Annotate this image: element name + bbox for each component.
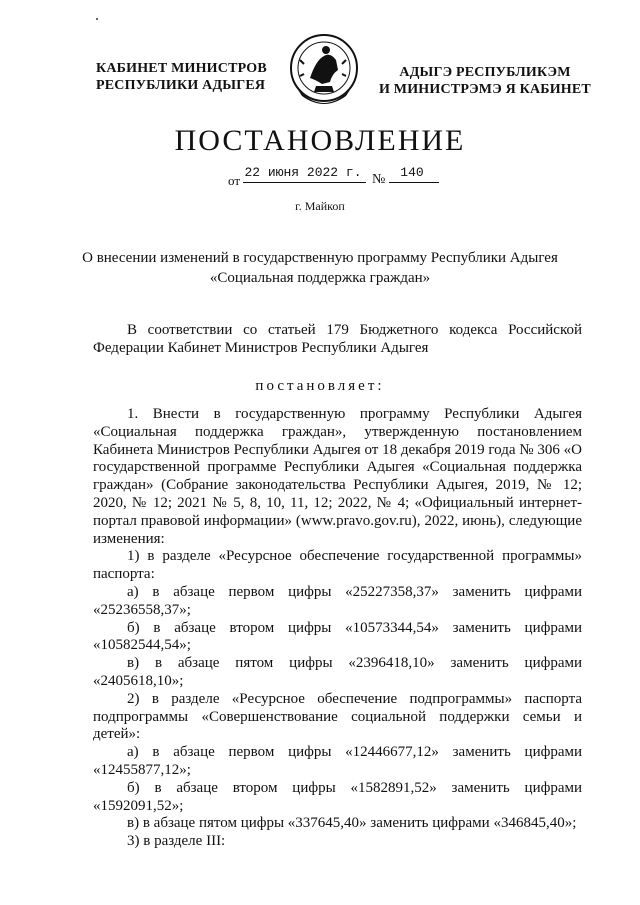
document-number: 140 bbox=[400, 165, 424, 180]
item-1-2-b: б) в абзаце втором цифры «1582891,52» заменить цифрами «1592091,52»; bbox=[93, 779, 582, 814]
document-title: ПОСТАНОВЛЕНИЕ bbox=[174, 124, 466, 157]
city: г. Майкоп bbox=[295, 199, 345, 213]
subject-line2: «Социальная поддержка граждан» bbox=[209, 270, 431, 286]
header-left-line2: РЕСПУБЛИКИ АДЫГЕЯ bbox=[96, 78, 266, 93]
date-prefix: от bbox=[228, 173, 241, 188]
document-subject bbox=[70, 248, 570, 288]
dateline bbox=[0, 165, 640, 189]
item-1-1-b: б) в абзаце втором цифры «10573344,54» заменить цифрами «10582544,54»; bbox=[93, 619, 582, 654]
date-underline bbox=[243, 182, 366, 183]
document-date: 22 июня 2022 г. bbox=[244, 165, 362, 180]
preamble: В соответствии со статьей 179 Бюджетного кодекса Российской Федерации Кабинет Министров Республики Адыгея bbox=[93, 322, 582, 356]
emblem-icon bbox=[286, 30, 362, 112]
item-1-1-v: в) в абзаце пятом цифры «2396418,10» заменить цифрами «2405618,10»; bbox=[93, 655, 582, 689]
header-right-line2: И МИНИСТРЭМЭ Я КАБИНЕТ bbox=[379, 82, 591, 97]
item-1-2-a: а) в абзаце первом цифры «12446677,12» заменить цифрами «12455877,12»; bbox=[93, 744, 582, 778]
item-1-1: 1) в разделе «Ресурсное обеспечение государственной программы» паспорта: bbox=[93, 548, 582, 583]
header-right bbox=[370, 64, 600, 98]
scan-mark bbox=[96, 18, 98, 20]
subject-line1: О внесении изменений в государственную программу Республики Адыгея bbox=[82, 250, 558, 266]
item-1-2-v: в) в абзаце пятом цифры «337645,40» заменить цифрами «346845,40»; bbox=[127, 815, 577, 832]
item-1-3: 3) в разделе III: bbox=[127, 833, 226, 850]
header-right-line1: АДЫГЭ РЕСПУБЛИКЭМ bbox=[399, 65, 571, 80]
resolution-items bbox=[93, 406, 582, 851]
item-1-2: 2) в разделе «Ресурсное обеспечение подпрограммы» паспорта подпрограммы «Совершенствование социальной поддержки семьи и детей»: bbox=[93, 690, 582, 743]
item-1-1-a: а) в абзаце первом цифры «25227358,37» заменить цифрами «25236558,37»; bbox=[93, 583, 582, 618]
item-1: 1. Внести в государственную программу Республики Адыгея «Социальная поддержка граждан», утвержденную постановлением Кабинета Министров Республики Адыгея от 18 декабря 2019 года № 306 «О государственной программе Республики Адыгея «Социальная поддержка граждан» (Собрание законодательства Республики Адыгея, 2019, № 12; 2020, № 12; 2021 № 5, 8, 10, 11, 12; 2022, № 4; «Официальный интернет-портал правовой информации» (www.pravo.gov.ru), 2022, июнь), следующие изменения: bbox=[93, 406, 582, 547]
header-left bbox=[96, 60, 286, 94]
header-left-line1: КАБИНЕТ МИНИСТРОВ bbox=[96, 61, 267, 76]
number-label: № bbox=[372, 172, 386, 187]
resolves-heading: постановляет: bbox=[255, 378, 385, 394]
number-underline bbox=[389, 182, 439, 183]
